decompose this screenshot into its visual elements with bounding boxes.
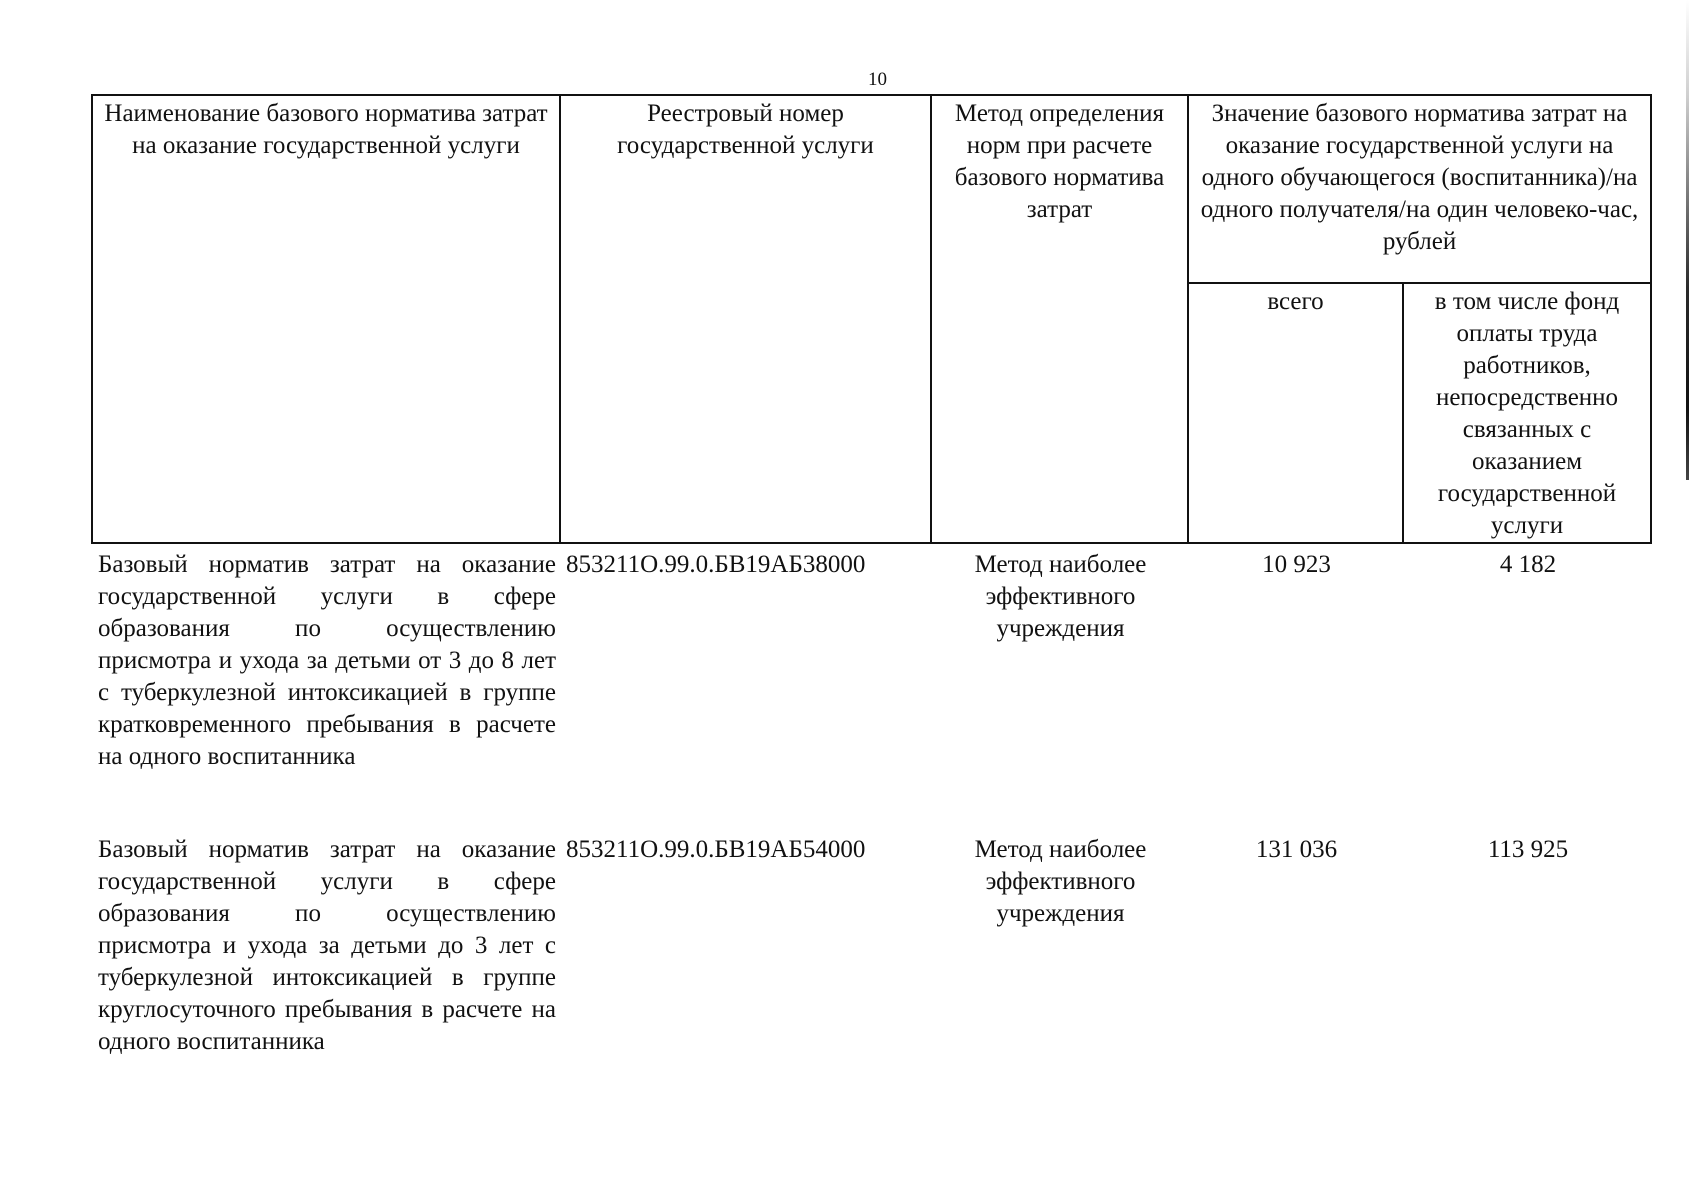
row-method: Метод наиболее эффективного учреждения <box>974 836 1147 927</box>
row-name: Базовый норматив затрат на оказание государственной услуги в сфере образования по осуществлению присмотра и ухода за детьми от 3 до 8 лет с туберкулезной интоксикацией в группе кратковременного пребывания в расчете на одного воспитанника <box>98 551 556 770</box>
header-name: Наименование базового норматива затрат на оказание государственной услуги <box>92 95 560 543</box>
row-total: 131 036 <box>1255 836 1338 863</box>
table-body <box>92 543 1651 1058</box>
row-total: 10 923 <box>1262 551 1331 578</box>
header-row <box>92 95 1651 283</box>
header-method: Метод определения норм при расчете базового норматива затрат <box>931 95 1188 543</box>
header-wage-fund: в том числе фонд оплаты труда работников, непосредственно связанных с оказанием государственной услуги <box>1403 283 1651 543</box>
row-wage-fund: 4 182 <box>1499 551 1557 578</box>
row-method: Метод наиболее эффективного учреждения <box>974 551 1147 642</box>
table-row <box>92 543 1651 804</box>
header-registry-number: Реестровый номер государственной услуги <box>560 95 931 543</box>
norms-table <box>91 94 1652 1058</box>
page-number: 10 <box>868 69 887 90</box>
table-row <box>92 804 1651 1058</box>
table-header <box>92 95 1651 543</box>
row-registry-number: 853211О.99.0.БВ19АБ38000 <box>566 551 866 578</box>
row-wage-fund: 113 925 <box>1487 836 1569 863</box>
scan-edge-mark <box>1686 0 1689 480</box>
header-total: всего <box>1188 283 1403 543</box>
header-norm-value: Значение базового норматива затрат на оказание государственной услуги на одного обучающегося (воспитанника)/на одного получателя/на один человеко-час, рублей <box>1188 95 1651 283</box>
row-registry-number: 853211О.99.0.БВ19АБ54000 <box>566 836 866 863</box>
row-name: Базовый норматив затрат на оказание государственной услуги в сфере образования по осуществлению присмотра и ухода за детьми до 3 лет с туберкулезной интоксикацией в группе круглосуточного пребывания в расчете на одного воспитанника <box>98 836 556 1055</box>
